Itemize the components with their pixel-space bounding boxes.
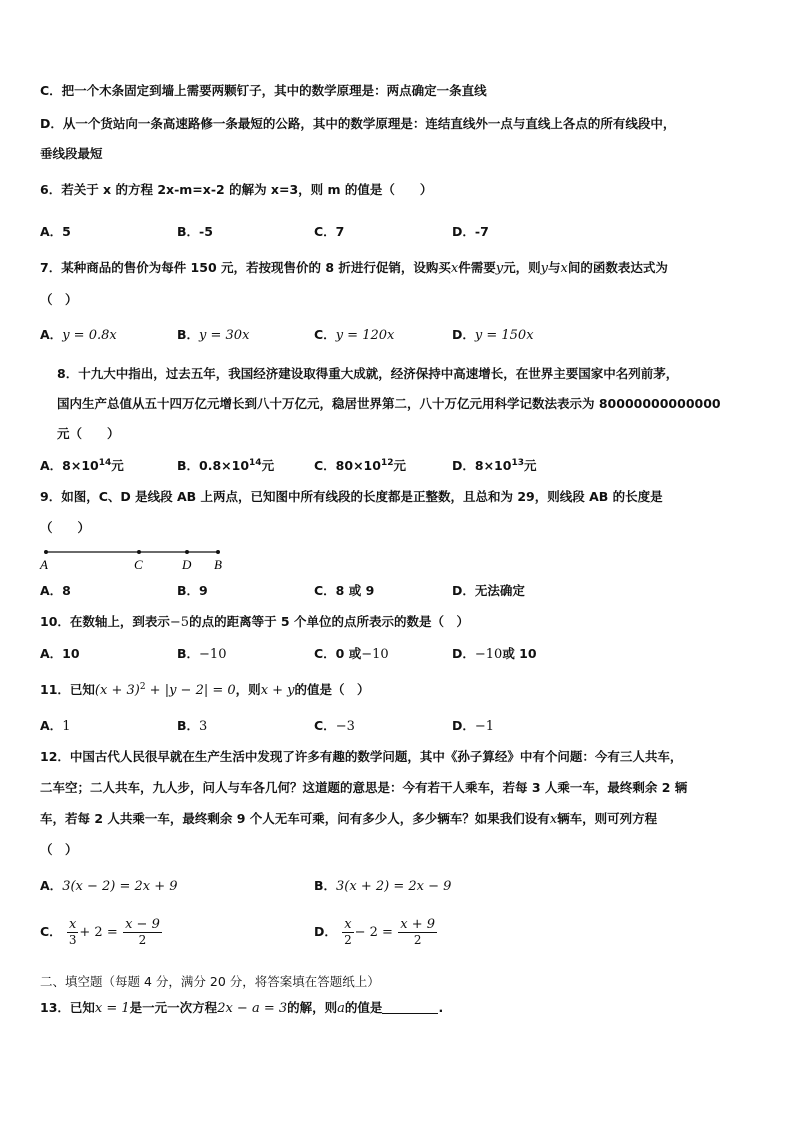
- q11-d-label: D．: [452, 718, 475, 733]
- q12-line2: 二车空；二人共车，九人步，问人与车各几何？这道题的意思是：今有若干人乘车，若每 3 人乘一车，最终剩余 2 辆: [40, 780, 688, 795]
- q13-stem-a: 13．已知: [40, 1000, 95, 1015]
- point-b-dot: [216, 550, 220, 554]
- q8-c-unit: 元: [393, 458, 406, 473]
- segment-figure: [36, 544, 236, 574]
- q10-stem-a: 10．在数轴上，到表示: [40, 614, 170, 629]
- q11-c-expr: −3: [335, 719, 355, 734]
- q10-stem-num: −5: [169, 615, 190, 630]
- q7-d-expr: y = 150x: [474, 328, 534, 343]
- q10-stem-b: 的点的距离等于 5 个单位的点所表示的数是（ ）: [189, 614, 469, 629]
- q10-d-tail: 或 10: [502, 646, 537, 661]
- q7-d-label: D．: [452, 327, 475, 342]
- q7-stem-text-c: 元，则: [503, 260, 541, 275]
- q7-var-y: y: [495, 261, 504, 276]
- q5-option-d-line2: 垂线段最短: [40, 146, 103, 161]
- q12-option-c: [40, 918, 163, 947]
- q7-stem-text-a: 7．某种商品的售价为每件 150 元，若按现售价的 8 折进行促销，设购买: [40, 260, 451, 275]
- q7-option-b: [177, 327, 249, 344]
- q12-d-f1-num: x: [344, 917, 352, 932]
- section-2-title: 二、填空题（每题 4 分，满分 20 分，将答案填在答题纸上）: [40, 974, 380, 989]
- q13-var-a: a: [337, 1001, 345, 1016]
- q10-b-label: B．: [177, 646, 200, 661]
- q6-option-c: C．7: [314, 224, 345, 239]
- q11-stem-c: 的值是（ ）: [294, 682, 370, 697]
- q7-stem: [40, 260, 668, 277]
- q8-d-exp: 13: [511, 458, 524, 468]
- q9-option-b: B．9: [177, 583, 208, 598]
- q10-d-expr: −10: [474, 647, 503, 662]
- q6-option-d: D．-7: [452, 224, 489, 239]
- label-c: C: [134, 557, 143, 572]
- q12-option-b: [314, 878, 451, 895]
- q7-var-y-2: y: [540, 261, 548, 276]
- q6-stem: 6．若关于 x 的方程 2x-m=x-2 的解为 x=3，则 m 的值是（ ）: [40, 182, 433, 197]
- q12-d-f2-num: x + 9: [400, 917, 436, 932]
- q13-tail: .: [438, 1000, 444, 1015]
- q11-option-c: [314, 718, 355, 735]
- q7-b-expr: y = 30x: [199, 328, 250, 343]
- q11-option-a: [40, 718, 70, 735]
- q12-d-mid: − 2 =: [354, 925, 393, 940]
- q12-c-fraction-1: [67, 918, 78, 947]
- q7-c-label: C．: [314, 327, 336, 342]
- q8-c-exp: 12: [380, 458, 394, 468]
- q7-paren: （ ）: [40, 292, 78, 307]
- q7-option-d: [452, 327, 534, 344]
- q13-stem-d: 的值是: [344, 1000, 383, 1015]
- q12-var-x: x: [549, 812, 558, 827]
- q8-b-unit: 元: [261, 458, 275, 473]
- q7-option-a: [40, 327, 117, 344]
- q8-a-base: A．8×10: [40, 458, 99, 473]
- q12-line3-a: 车，若每 2 人共乘一车，最终剩余 9 个人无车可乘，问有多少人，多少辆车？如果我们设有: [40, 811, 550, 826]
- q10-option-b: [177, 646, 226, 663]
- q11-expr2: + |y − 2| = 0: [145, 683, 236, 698]
- q7-stem-text-d: 与: [548, 260, 561, 275]
- q12-d-label: D．: [314, 924, 337, 939]
- q12-c-f1-den: 3: [68, 933, 77, 947]
- q7-a-label: A．: [40, 327, 63, 342]
- q9-option-c: C．8 或 9: [314, 583, 375, 598]
- q12-line1: 12．中国古代人民很早就在生产生活中发现了许多有趣的数学问题，其中《孙子算经》中有个问题：今有三人共车，: [40, 749, 683, 764]
- q8-a-exp: 14: [98, 458, 112, 468]
- q5-option-c: C．把一个木条固定到墙上需要两颗钉子，其中的数学原理是：两点确定一条直线: [40, 83, 487, 98]
- point-d-dot: [185, 550, 189, 554]
- q12-a-expr: 3(x − 2) = 2x + 9: [62, 879, 178, 894]
- q7-stem-text-b: 件需要: [458, 260, 496, 275]
- q12-b-expr: 3(x + 2) = 2x − 9: [336, 879, 452, 894]
- q12-option-d: [314, 918, 438, 947]
- q13-stem-c: 的解，则: [287, 1000, 338, 1015]
- q11-a-expr: 1: [62, 719, 71, 734]
- q13-answer-blank[interactable]: [382, 1001, 438, 1014]
- q12-a-label: A．: [40, 878, 63, 893]
- q12-d-fraction-1: [342, 918, 353, 947]
- q8-option-a: [40, 458, 124, 474]
- q10-stem: [40, 614, 469, 631]
- q11-stem: [40, 682, 370, 699]
- q8-option-d: [452, 458, 537, 474]
- q9-option-d: D．无法确定: [452, 583, 525, 598]
- q8-option-b: [177, 458, 274, 474]
- q12-c-fraction-2: [123, 918, 162, 947]
- q12-option-a: [40, 878, 178, 895]
- q7-c-expr: y = 120x: [335, 328, 395, 343]
- q8-line1: 8．十九大中指出，过去五年，我国经济建设取得重大成就，经济保持中高速增长，在世界主要国家中名列前茅，: [57, 366, 679, 381]
- q10-option-a: A．10: [40, 646, 80, 661]
- q8-d-unit: 元: [523, 458, 537, 473]
- q10-b-expr: −10: [199, 647, 227, 662]
- q11-b-expr: 3: [199, 719, 208, 734]
- q11-expr1: (x + 3): [94, 683, 140, 698]
- q7-var-x: x: [450, 261, 459, 276]
- q12-line3: [40, 811, 657, 828]
- q9-option-a: A．8: [40, 583, 71, 598]
- q7-option-c: [314, 327, 394, 344]
- q12-c-mid: + 2 =: [79, 925, 118, 940]
- q5-option-d-line1: D．从一个货站向一条高速路修一条最短的公路，其中的数学原理是：连结直线外一点与直线上各点的所有线段中，: [40, 116, 676, 131]
- q11-option-d: [452, 718, 494, 735]
- q11-option-b: [177, 718, 207, 735]
- q8-line2: 国内生产总值从五十四万亿元增长到八十万亿元，稳居世界第二，八十万亿元用科学记数法表示为 80000000000000: [57, 396, 721, 411]
- q13-expr2: 2x − a = 3: [217, 1001, 288, 1016]
- q12-b-label: B．: [314, 878, 337, 893]
- q13-stem-b: 是一元一次方程: [129, 1000, 218, 1015]
- q10-d-label: D．: [452, 646, 475, 661]
- q12-c-f1-num: x: [69, 917, 77, 932]
- q8-line3: 元（ ）: [57, 426, 120, 441]
- q12-d-f1-den: 2: [344, 933, 352, 947]
- q6-option-b: B．-5: [177, 224, 213, 239]
- q11-b-label: B．: [177, 718, 200, 733]
- q8-a-unit: 元: [111, 458, 124, 473]
- label-b: B: [214, 557, 222, 572]
- q7-a-expr: y = 0.8x: [62, 328, 117, 343]
- label-a: A: [40, 557, 48, 572]
- q9-line1: 9．如图，C、D 是线段 AB 上两点，已知图中所有线段的长度都是正整数，且总和为 29，则线段 AB 的长度是: [40, 489, 663, 504]
- q8-option-c: [314, 458, 406, 474]
- q7-b-label: B．: [177, 327, 200, 342]
- q10-c-expr: −10: [361, 647, 389, 662]
- q7-stem-text-e: 间的函数表达式为: [567, 260, 668, 275]
- q10-c-label: C．0 或: [314, 646, 362, 661]
- q12-line3-b: 辆车，则可列方程: [557, 811, 658, 826]
- q7-var-x-2: x: [560, 261, 568, 276]
- q10-option-d: [452, 646, 537, 663]
- q12-line4: （ ）: [40, 842, 78, 857]
- q11-c-label: C．: [314, 718, 336, 733]
- q11-a-label: A．: [40, 718, 63, 733]
- q12-c-f2-num: x − 9: [125, 917, 160, 932]
- q13-expr1: x = 1: [94, 1001, 130, 1016]
- point-a-dot: [44, 550, 48, 554]
- q8-d-base: D．8×10: [452, 458, 512, 473]
- label-d: D: [182, 557, 192, 572]
- q11-stem-b: ，则: [235, 682, 261, 697]
- q8-b-base: B．0.8×10: [177, 458, 250, 473]
- q12-d-fraction-2: [398, 918, 437, 947]
- q11-expr1-exp: 2: [139, 682, 146, 692]
- q11-d-expr: −1: [474, 719, 495, 734]
- q9-line2: （ ）: [40, 520, 91, 535]
- q13-stem: [40, 1000, 443, 1017]
- q10-option-c: [314, 646, 389, 663]
- q12-c-label: C．: [40, 924, 62, 939]
- q6-option-a: A．5: [40, 224, 71, 239]
- q8-b-exp: 14: [249, 458, 262, 468]
- q8-c-base: C．80×10: [314, 458, 381, 473]
- point-c-dot: [137, 550, 141, 554]
- q12-d-f2-den: 2: [413, 933, 422, 947]
- q11-expr3: x + y: [260, 683, 295, 698]
- q11-stem-a: 11．已知: [40, 682, 95, 697]
- q12-c-f2-den: 2: [138, 933, 147, 947]
